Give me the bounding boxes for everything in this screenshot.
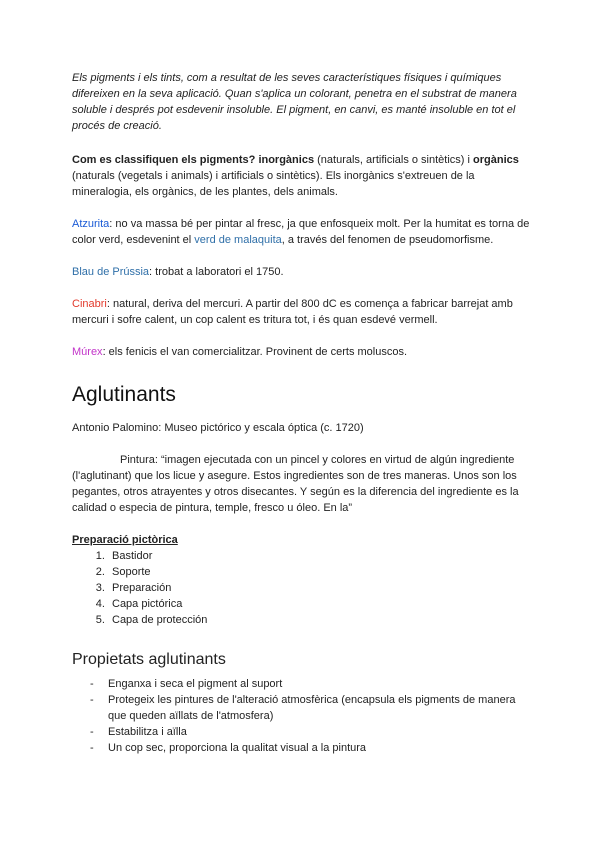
list-item: - Protegeix les pintures de l'alteració atmosfèrica (encapsula els pigments de manera que queden aïllats de l'atmosfera) [72, 692, 532, 724]
pigment-blau-de-prussia [72, 264, 532, 280]
subheading-preparacio: Preparació pictòrica [72, 534, 178, 546]
pigment-name: Atzurita [72, 218, 110, 230]
pigment-desc: : trobat a laboratori el 1750. [149, 266, 284, 278]
classification-text-b: (naturals (vegetals i animals) i artificials o sintètics). Els inorgànics s'extreuen de la mineralogia, els orgànics, de les plantes, dels animals. [72, 170, 475, 198]
pigment-name: Cinabri [72, 298, 107, 310]
pigment-name: Múrex [72, 346, 103, 358]
pigment-desc-b: , a través del fenomen de pseudomorfisme. [281, 234, 494, 246]
document-page [72, 70, 532, 756]
section-heading-aglutinants: Aglutinants [72, 383, 176, 406]
pigment-murex [72, 344, 532, 360]
preparation-steps-list [72, 548, 532, 628]
list-item: 3. Preparación [108, 580, 532, 596]
list-item: - Enganxa i seca el pigment al suport [72, 676, 532, 692]
malaquita-link[interactable]: verd de malaquita [194, 234, 282, 246]
pigment-desc: : els fenicis el van comercialitzar. Provinent de certs moluscos. [102, 346, 408, 358]
palomino-quote: Pintura: “imagen ejecutada con un pincel y colores en virtud de algún ingrediente (l'aglutinant) que los licue y asegure. Estos ingredientes son de tres maneras. Unos son los pegantes, otros atrayentes y otros disecantes. Y según es la diferencia del ingrediente es la calidad o especia de pintura, temple, fresco u óleo. En la” [72, 454, 519, 514]
classification-bold-a: Com es classifiquen els pigments? inorgànics [72, 154, 315, 166]
pigment-desc-a: : no va massa bé per pintar al fresc, ja que enfosqueix molt. Per la humitat es torna de color verd, esdevenint el [72, 218, 530, 246]
section-heading-propietats: Propietats aglutinants [72, 651, 226, 668]
intro-paragraph: Els pigments i els tints, com a resultat de les seves característiques físiques i químiques difereixen en la seva aplicació. Quan s'aplica un colorant, penetra en el substrat de manera soluble i després pot esdevenir insoluble. El pigment, en canvi, es manté insoluble en tot el procés de creació. [72, 72, 517, 132]
pigment-name: Blau de Prússia [72, 266, 150, 278]
list-item: 1. Bastidor [108, 548, 532, 564]
list-item: 5. Capa de protección [108, 612, 532, 628]
list-item: - Estabilitza i aïlla [72, 724, 532, 740]
list-item: - Un cop sec, proporciona la qualitat visual a la pintura [72, 740, 532, 756]
classification-text-a: (naturals, artificials o sintètics) i [314, 154, 474, 166]
list-item: 2. Soporte [108, 564, 532, 580]
pigment-cinabri [72, 296, 532, 328]
classification-bold-b: orgànics [473, 154, 519, 166]
properties-list [72, 676, 532, 756]
source-citation: Antonio Palomino: Museo pictórico y escala óptica (c. 1720) [72, 422, 364, 434]
pigment-desc: : natural, deriva del mercuri. A partir del 800 dC es comença a fabricar barrejat amb mercuri i sofre calent, un cop calent es tritura tot, i és quan esdevé vermell. [72, 298, 513, 326]
classification-paragraph [72, 152, 532, 200]
list-item: 4. Capa pictórica [108, 596, 532, 612]
pigment-atzurita [72, 216, 532, 248]
